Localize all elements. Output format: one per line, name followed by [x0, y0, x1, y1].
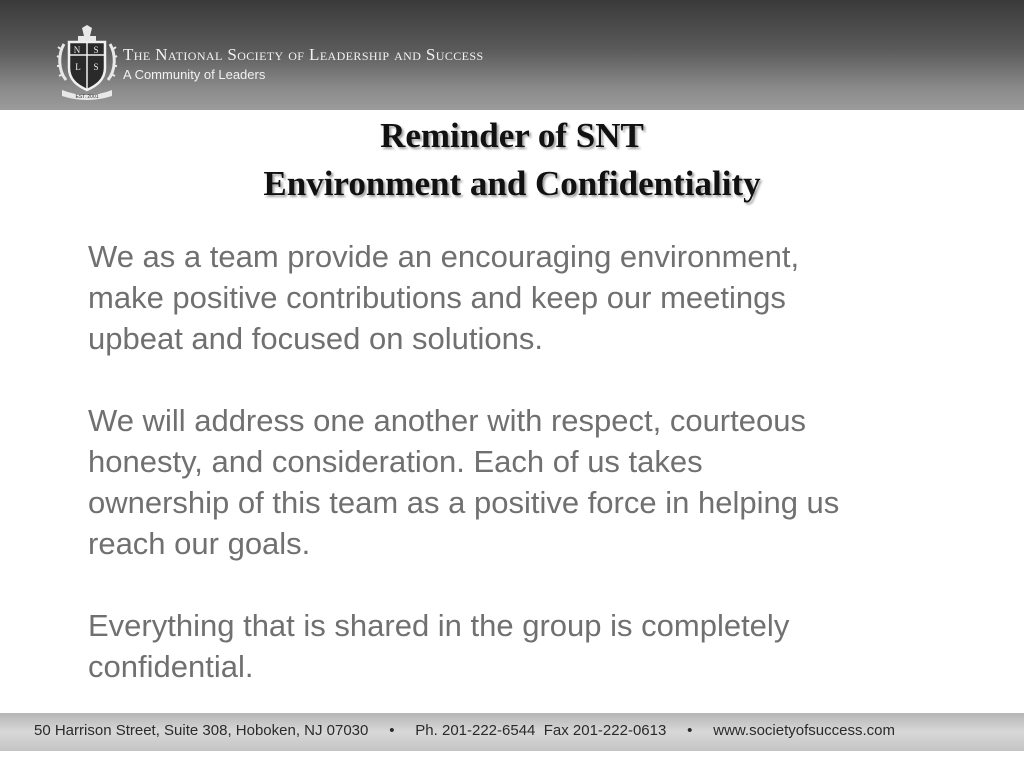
header-banner	[0, 0, 1024, 110]
slide-title	[0, 112, 1024, 208]
organization-name: The National Society of Leadership and Success	[123, 45, 484, 64]
svg-text:N: N	[73, 45, 81, 55]
slide-title-line-1: Reminder of SNT	[380, 116, 644, 155]
svg-text:EST. 2001: EST. 2001	[75, 94, 99, 100]
svg-text:S: S	[93, 45, 99, 55]
svg-text:L: L	[75, 62, 81, 72]
body-paragraph-2: We will address one another with respect, courteous honesty, and consideration. Each of us takes ownership of this team as a positive force in helping us reach our goals.	[88, 403, 840, 561]
organization-tagline: A Community of Leaders	[123, 67, 266, 82]
footer-bar	[0, 713, 1024, 751]
crest-logo-icon	[56, 24, 118, 102]
footer-contact-info: 50 Harrison Street, Suite 308, Hoboken, NJ 07030 • Ph. 201-222-6544 Fax 201-222-0613 • www.societyofsuccess.com	[34, 722, 895, 739]
slide-body	[88, 236, 968, 728]
body-paragraph-1: We as a team provide an encouraging environment, make positive contributions and keep our meetings upbeat and focused on solutions.	[88, 239, 800, 356]
slide-title-line-2: Environment and Confidentiality	[263, 164, 761, 203]
svg-text:S: S	[93, 62, 99, 72]
body-paragraph-3: Everything that is shared in the group is completely confidential.	[88, 608, 790, 684]
